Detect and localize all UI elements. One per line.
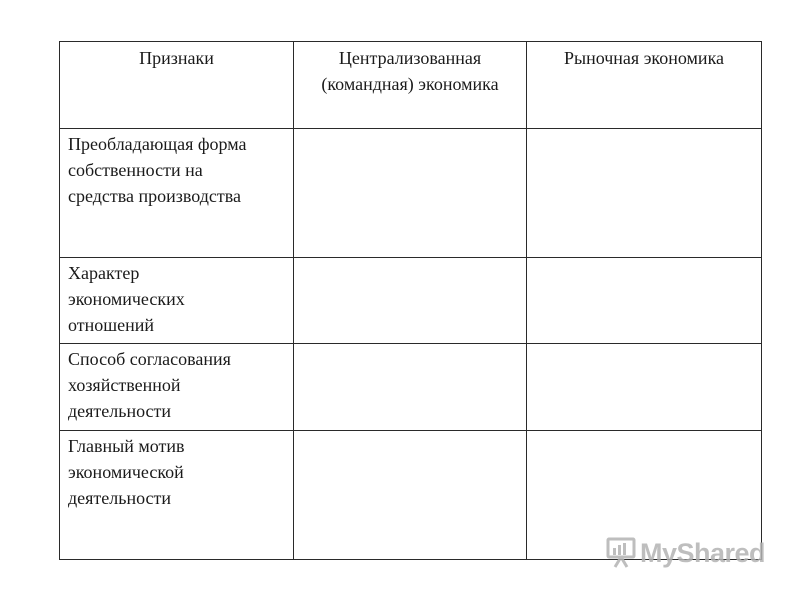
- comparison-table: [59, 41, 762, 560]
- header-cell-centralized: [294, 42, 527, 129]
- centralized-answer-cell[interactable]: [294, 344, 527, 431]
- header-text: Рыночная экономика: [563, 48, 725, 68]
- row-label-text: Преобладающая форма: [68, 134, 247, 154]
- row-label-text: хозяйственной: [68, 375, 181, 395]
- table-row: [60, 129, 762, 258]
- row-label-text: средства производства: [68, 186, 242, 206]
- row-label-cell: [60, 344, 294, 431]
- market-answer-cell[interactable]: [527, 129, 762, 258]
- row-label-text: отношений: [68, 315, 155, 335]
- market-answer-cell[interactable]: [527, 344, 762, 431]
- centralized-answer-cell[interactable]: [294, 129, 527, 258]
- watermark-text: MyShared: [640, 537, 766, 568]
- row-label-cell: [60, 129, 294, 258]
- row-label-text: Способ согласования: [68, 349, 231, 369]
- table-row: [60, 344, 762, 431]
- header-text: Централизованная: [338, 48, 482, 68]
- row-label-text: деятельности: [68, 401, 172, 421]
- row-label-text: Главный мотив: [68, 436, 185, 456]
- table-row: [60, 258, 762, 344]
- row-label-text: экономической: [68, 462, 184, 482]
- row-label-cell: [60, 258, 294, 344]
- market-answer-cell[interactable]: [527, 258, 762, 344]
- row-label-text: экономических: [68, 289, 185, 309]
- centralized-answer-cell[interactable]: [294, 258, 527, 344]
- header-cell-features: [60, 42, 294, 129]
- table-header-row: [60, 42, 762, 129]
- presentation-board-icon: [606, 537, 636, 569]
- row-label-cell: [60, 431, 294, 560]
- row-label-text: Характер: [68, 263, 140, 283]
- row-label-text: собственности на: [68, 160, 203, 180]
- myshared-watermark: [606, 536, 765, 570]
- header-text: Признаки: [139, 48, 214, 68]
- header-cell-market: [527, 42, 762, 129]
- centralized-answer-cell[interactable]: [294, 431, 527, 560]
- row-label-text: деятельности: [68, 488, 172, 508]
- header-text: (командная) экономика: [321, 74, 499, 94]
